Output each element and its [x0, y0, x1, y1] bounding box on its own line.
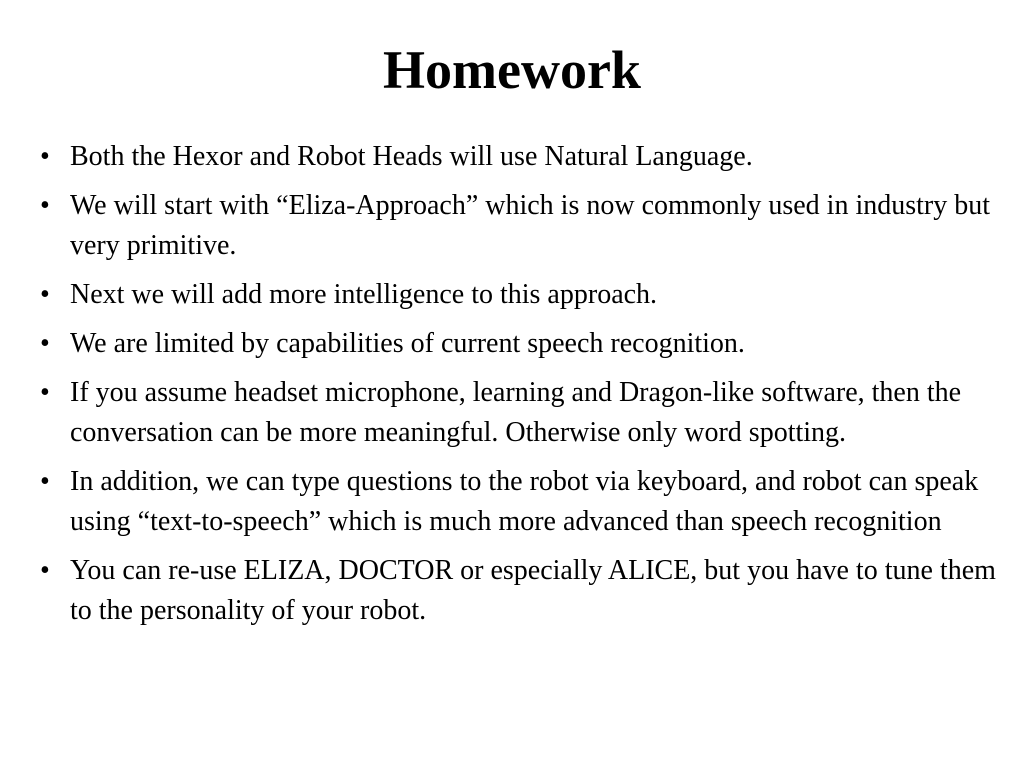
bullet-marker: •	[40, 377, 50, 408]
bullet-item	[40, 186, 1000, 266]
bullet-item	[40, 373, 1000, 453]
bullet-marker: •	[40, 279, 50, 310]
bullet-item	[40, 137, 1000, 177]
bullet-text: In addition, we can type questions to the robot via keyboard, and robot can speak using “text-to-speech” which is much more advanced than speech recognition	[70, 466, 979, 537]
bullet-text: Next we will add more intelligence to this approach.	[70, 279, 658, 310]
slide-title: Homework	[383, 40, 641, 100]
bullet-marker: •	[40, 141, 50, 172]
bullet-marker: •	[40, 466, 50, 497]
bullet-item	[40, 324, 1000, 364]
bullet-marker: •	[40, 190, 50, 221]
bullet-text: We will start with “Eliza-Approach” which is now commonly used in industry but very primitive.	[70, 190, 991, 261]
bullet-marker: •	[40, 555, 50, 586]
bullet-marker: •	[40, 328, 50, 359]
bullet-list	[40, 137, 1000, 640]
bullet-item	[40, 462, 1000, 542]
bullet-text: If you assume headset microphone, learning and Dragon-like software, then the conversation can be more meaningful. Otherwise only word spotting.	[70, 377, 962, 448]
bullet-item	[40, 551, 1000, 631]
bullet-text: You can re-use ELIZA, DOCTOR or especially ALICE, but you have to tune them to the personality of your robot.	[70, 555, 996, 626]
bullet-text: We are limited by capabilities of current speech recognition.	[70, 328, 745, 359]
bullet-text: Both the Hexor and Robot Heads will use Natural Language.	[70, 141, 753, 172]
bullet-item	[40, 275, 1000, 315]
